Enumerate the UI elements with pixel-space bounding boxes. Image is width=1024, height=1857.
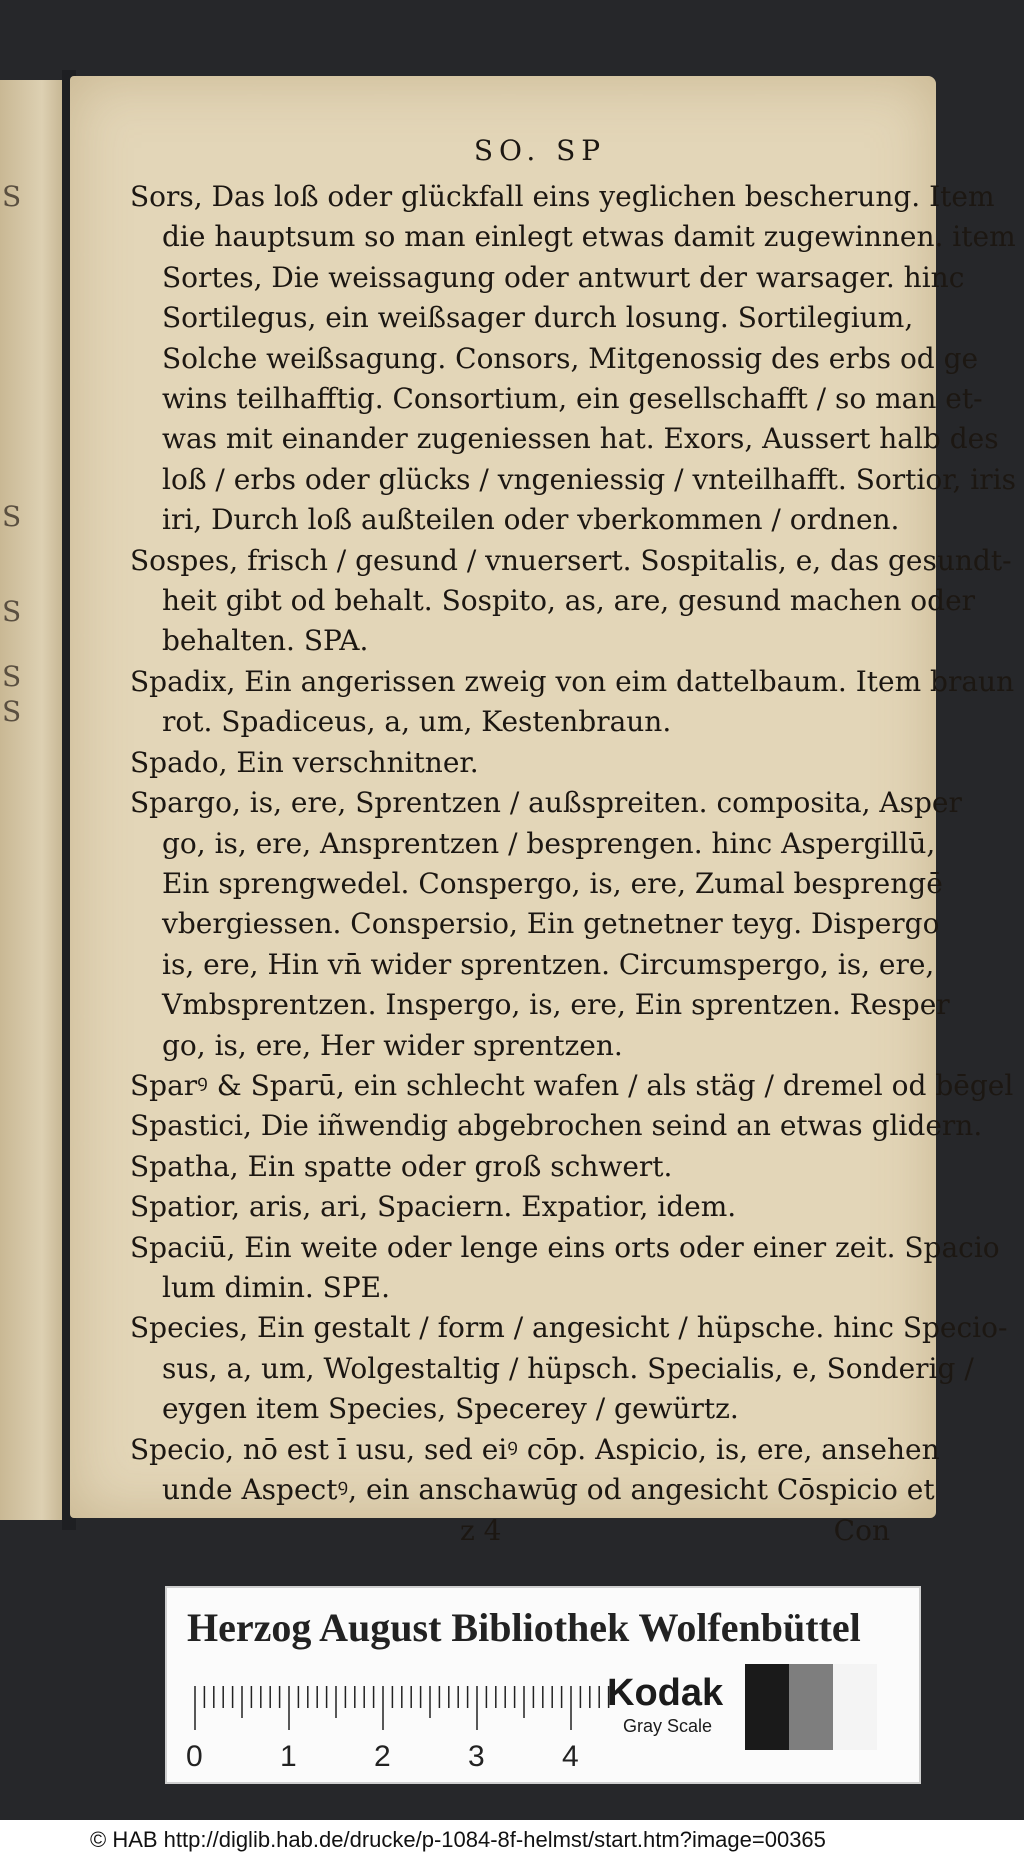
margin-letter: S bbox=[2, 595, 22, 628]
text-line: Ein sprengwedel. Conspergo, is, ere, Zumal besprengē bbox=[162, 866, 943, 900]
swatch-gray bbox=[789, 1664, 833, 1750]
running-head: SO. SP bbox=[473, 134, 607, 167]
swatch-black bbox=[745, 1664, 789, 1750]
text-line: Specio, nō est ī usu, sed eiꝰ cōp. Aspicio, is, ere, ansehen bbox=[130, 1432, 940, 1466]
text-line: heit gibt od behalt. Sospito, as, are, gesund machen oder bbox=[162, 584, 976, 618]
margin-letter: S bbox=[2, 660, 22, 693]
text-line: Sors, Das loß oder glückfall eins yeglichen bescherung. Item bbox=[130, 180, 995, 213]
text-line: Spatior, aris, ari, Spaciern. Expatior, idem. bbox=[130, 1190, 737, 1224]
book-page bbox=[70, 76, 1016, 1548]
text-lines bbox=[130, 177, 1016, 1510]
text-line: go, is, ere, Ansprentzen / besprengen. hinc Aspergillū, bbox=[162, 826, 936, 860]
text-line: Sparꝰ & Sparū, ein schlecht wafen / als stäg / dremel od bēgel bbox=[130, 1068, 1014, 1102]
previous-page-edge bbox=[0, 80, 70, 1520]
page-text bbox=[130, 134, 1016, 1548]
text-line: vbergiessen. Conspersio, Ein getnetner teyg. Dispergo bbox=[162, 907, 940, 941]
text-line: behalten. SPA. bbox=[162, 624, 369, 658]
text-line: iri, Durch loß außteilen oder vberkommen / ordnen. bbox=[162, 503, 900, 537]
text-line: Spastici, Die iñwendig abgebrochen seind an etwas glidern. bbox=[130, 1109, 983, 1143]
text-line: sus, a, um, Wolgestaltig / hüpsch. Specialis, e, Sonderig / bbox=[162, 1351, 974, 1385]
color-calibration-card bbox=[165, 1586, 921, 1784]
text-line: rot. Spadiceus, a, um, Kestenbraun. bbox=[162, 705, 672, 739]
page-footer bbox=[130, 1514, 890, 1547]
text-line: lum dimin. SPE. bbox=[162, 1270, 391, 1304]
text-line: loß / erbs oder glücks / vngeniessig / vnteilhafft. Sortior, iris bbox=[162, 462, 1016, 496]
text-line: Sospes, frisch / gesund / vnuersert. Sospitalis, e, das gesundt- bbox=[130, 543, 1012, 577]
text-line: Spadix, Ein angerissen zweig von eim dattelbaum. Item braun bbox=[130, 664, 1015, 698]
gray-scale-label: Gray Scale bbox=[623, 1716, 713, 1736]
text-line: Spaciū, Ein weite oder lenge eins orts oder einer zeit. Spacio bbox=[130, 1230, 1000, 1264]
text-line: Sortes, Die weissagung oder antwurt der warsager. hinc bbox=[162, 260, 965, 294]
ruler-number: 1 bbox=[280, 1740, 297, 1773]
library-name: Herzog August Bibliothek Wolfenbüttel bbox=[187, 1605, 861, 1650]
ruler-number: 3 bbox=[468, 1740, 485, 1773]
text-line: Species, Ein gestalt / form / angesicht / hüpsche. hinc Specio- bbox=[130, 1311, 1008, 1345]
text-line: eygen item Species, Specerey / gewürtz. bbox=[162, 1392, 739, 1426]
text-line: unde Aspectꝰ, ein anschawūg od angesicht Cōspicio et bbox=[162, 1473, 935, 1506]
swatch-white bbox=[833, 1664, 877, 1750]
ruler-ticks bbox=[195, 1686, 609, 1730]
margin-letter: S bbox=[2, 180, 22, 213]
text-line: Vmbsprentzen. Inspergo, is, ere, Ein sprentzen. Resper bbox=[162, 988, 950, 1022]
text-line: go, is, ere, Her wider sprentzen. bbox=[162, 1028, 623, 1062]
ruler-numbers bbox=[186, 1740, 579, 1773]
text-line: Spado, Ein verschnitner. bbox=[130, 745, 479, 779]
text-line: is, ere, Hin vn̄ wider sprentzen. Circumspergo, is, ere, bbox=[162, 947, 935, 981]
text-line: Solche weißsagung. Consors, Mitgenossig des erbs od ge bbox=[162, 341, 979, 375]
margin-letter: S bbox=[2, 500, 22, 533]
catchword: Con bbox=[833, 1514, 890, 1548]
copyright-bar bbox=[0, 1820, 1024, 1857]
ruler-number: 2 bbox=[374, 1740, 391, 1773]
text-line: die hauptsum so man einlegt etwas damit zugewinnen. item bbox=[162, 220, 1016, 254]
text-line: wins teilhafftig. Consortium, ein gesellschafft / so man et- bbox=[162, 382, 983, 416]
ruler-number: 0 bbox=[186, 1740, 203, 1773]
ruler-number: 4 bbox=[562, 1740, 579, 1773]
text-line: was mit einander zugeniessen hat. Exors, Aussert halb des bbox=[162, 422, 999, 456]
text-line: Spatha, Ein spatte oder groß schwert. bbox=[130, 1149, 673, 1183]
signature-mark: z 4 bbox=[460, 1514, 502, 1548]
text-line: Sortilegus, ein weißsager durch losung. Sortilegium, bbox=[162, 301, 914, 335]
text-line: Spargo, is, ere, Sprentzen / außspreiten. composita, Asper bbox=[130, 786, 962, 820]
kodak-logo: Kodak bbox=[607, 1672, 724, 1714]
copyright-link[interactable]: © HAB http://diglib.hab.de/drucke/p-1084-8f-helmst/start.htm?image=00365 bbox=[90, 1827, 826, 1852]
margin-letter: S bbox=[2, 695, 22, 728]
